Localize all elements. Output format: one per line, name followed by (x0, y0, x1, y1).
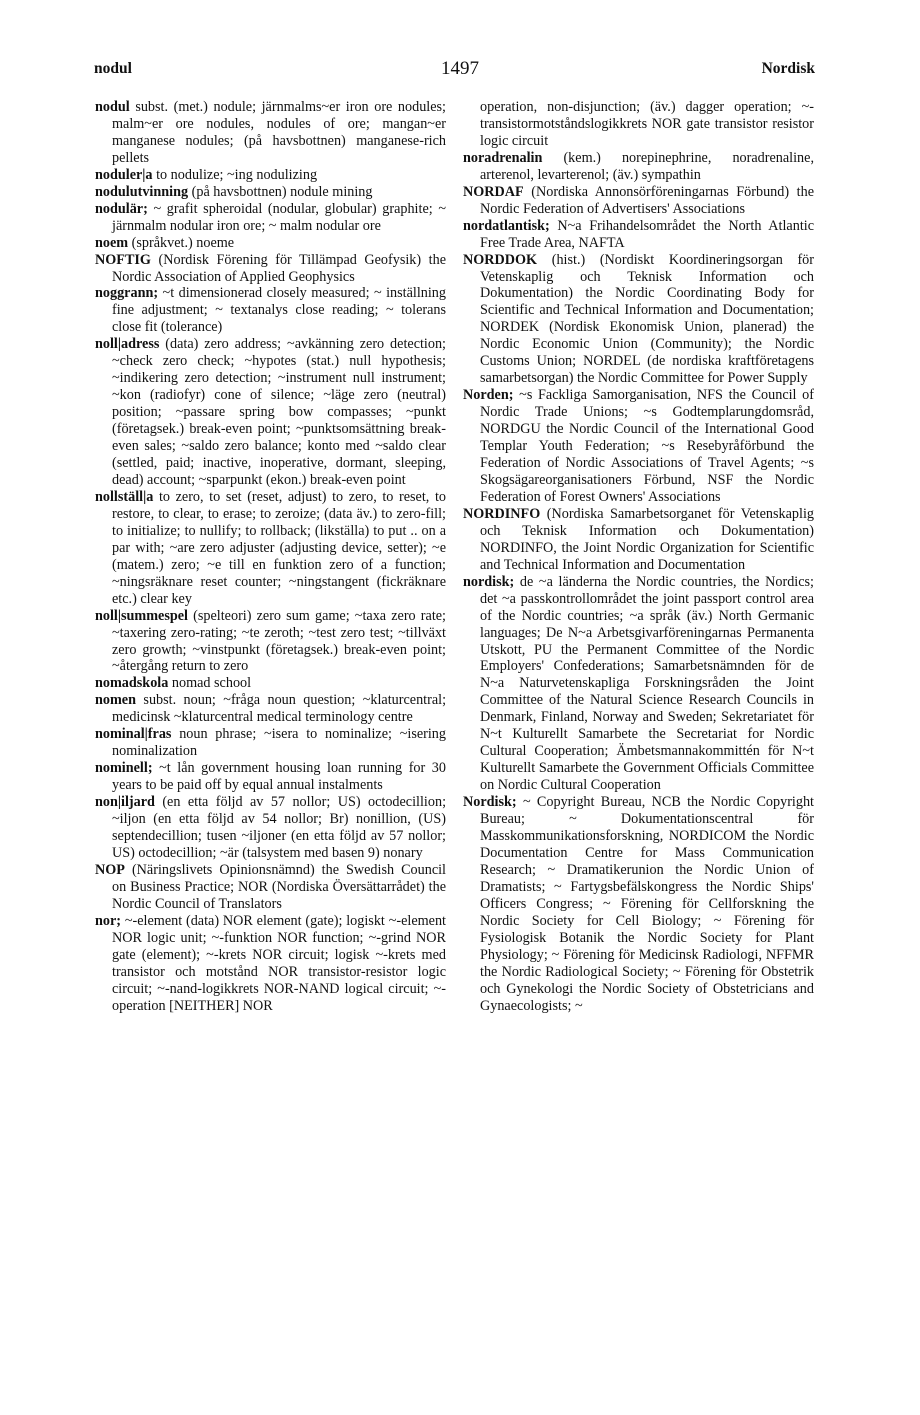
entry-definition: (hist.) (Nordiskt Koordineringsorgan för Vetenskaplig och Teknisk Information och Dokumentation) the Nordic Coordinating Body for Scientific and Technical Information and Documentation; NORDEK (Nordisk Ekonomisk Union, planerad) the Nordic Economic Union (Community); the Nordic Customs Union; NORDEL (de nordiska kraftföretagens samarbetsorgan) the Nordic Committee for Power Supply (480, 251, 814, 387)
dictionary-entry (95, 726, 446, 760)
entry-definition: ~t dimensionerad closely measured; ~ inställning fine adjustment; ~ textanalys close reading; ~ tolerans close fit (tolerance) (112, 285, 446, 336)
dictionary-entry (95, 201, 446, 235)
dictionary-entry (463, 184, 814, 218)
dictionary-entry (463, 387, 814, 506)
page-number: 1497 (441, 58, 479, 79)
entry-headword: NORDINFO (463, 505, 541, 522)
entry-headword: nordatlantisk; (463, 217, 550, 234)
entry-definition: (Nordisk Förening för Tillämpad Geofysik) the Nordic Association of Applied Geophysics (112, 251, 446, 285)
dictionary-entry (95, 285, 446, 336)
entry-definition: ~-element (data) NOR element (gate); logiskt ~-element NOR logic unit; ~-funktion NOR function; ~-grind NOR gate (element); ~-krets NOR circuit; logisk ~-krets med transistor och motstånd NOR transistor-resistor logic circuit; ~-nand-logikkrets NOR-NAND logical circuit; ~-operation [NEITHER] NOR (112, 912, 446, 1014)
entry-headword: noduler|a (95, 166, 153, 183)
dictionary-entry (463, 218, 814, 252)
entry-definition: (Nordiska Annonsörföreningarnas Förbund) the Nordic Federation of Advertisers' Associations (480, 183, 814, 217)
entry-definition: subst. (met.) nodule; järnmalms~er iron ore nodules; malm~er ore nodules, nodules of ore; mangan~er manganese nodules; (på havsbottnen) manganese-rich pellets (112, 99, 446, 166)
right-column (463, 99, 814, 1014)
entry-headword: nomen (95, 692, 136, 709)
entry-definition: operation, non-disjunction; (äv.) dagger operation; ~-transistormotståndslogikkrets NOR gate transistor resistor logic circuit (480, 99, 814, 149)
entry-definition: (Nordiska Samarbetsorganet för Vetenskaplig och Teknisk Information och Dokumentation) NORDINFO, the Joint Nordic Organization for Scientific and Technical Information and Documentation (480, 505, 814, 573)
entry-definition: nomad school (171, 675, 252, 692)
dictionary-entry (463, 150, 814, 184)
entry-definition: (spelteori) zero sum game; ~taxa zero rate; ~taxering zero-rating; ~te zeroth; ~test zero test; ~tillväxt zero growth; ~vinstpunkt (företagsek.) break-even point; ~återgång return to zero (112, 607, 447, 675)
entry-headword: NORDAF (463, 183, 524, 200)
entry-headword: noll|adress (95, 336, 160, 353)
entry-headword: nominal|fras (95, 726, 172, 743)
entry-headword: nomadskola (95, 675, 169, 692)
left-column (95, 99, 446, 1014)
entry-headword: nominell; (95, 760, 153, 777)
entry-headword: nor; (95, 912, 122, 929)
entry-definition: de ~a länderna the Nordic countries, the Nordics; det ~a passkontrollområdet the joint passport control area of the Nordic countries; ~a språk (äv.) North Germanic languages; De N~a Arbetsgivarföreningarnas Permanenta Utskott, PU the Permanent Committee of the Nordic Employers' Confederations; Samarbetsnämnden för de N~a Naturvetenskapliga Forskningsråden the Joint Committee of the Natural Science Research Councils in Denmark, Finland, Norway and Sweden; Sekretariatet för N~t Kulturellt Samarbete the Secretariat for Nordic Cultural Cooperation; Ämbetsmannakommittén för N~t Kulturellt Samarbete the Government Officials Committee on Nordic Cultural Cooperation (480, 573, 814, 794)
entry-headword: NOFTIG (95, 251, 151, 268)
dictionary-entry (463, 252, 814, 388)
entry-definition: (en etta följd av 57 nollor; US) octodecillion; ~iljon (en etta följd av 54 nollor; Br) nonillion, (US) septendecillion; tusen ~iljoner (en etta följd av 57 nollor; US) octodecillion; ~är (talsystem med basen 9) nonary (112, 794, 447, 861)
entry-definition: (Näringslivets Opinionsnämnd) the Swedish Council on Business Practice; NOR (Nordiska Översättarrådet) the Nordic Council of Translators (112, 861, 447, 912)
dictionary-entry (95, 862, 446, 913)
entry-headword: nollställ|a (95, 488, 154, 505)
dictionary-entry (95, 913, 446, 1015)
dictionary-entry (95, 489, 446, 608)
entry-headword: non|iljard (95, 794, 155, 811)
entry-headword: NOP (95, 861, 125, 878)
dictionary-entry (95, 794, 446, 862)
entry-definition: noun phrase; ~isera to nominalize; ~isering nominalization (112, 726, 446, 760)
entry-headword: nordisk; (463, 573, 515, 590)
dictionary-entry (463, 506, 814, 574)
dictionary-entry (95, 167, 446, 184)
entry-headword: noll|summespel (95, 607, 188, 624)
right-guide-word: Nordisk (761, 60, 815, 77)
entry-headword: Nordisk; (463, 794, 517, 811)
entry-definition: (kem.) norepinephrine, noradrenaline, arterenol, levarterenol; (äv.) sympathin (480, 149, 814, 183)
dictionary-entry (95, 692, 446, 726)
entry-headword: nodulär; (95, 200, 148, 217)
entry-definition: (språkvet.) noeme (131, 234, 235, 251)
entry-definition: ~ Copyright Bureau, NCB the Nordic Copyright Bureau; ~ Dokumentationscentral för Masskommunikationsforskning, NORDICOM the Nordic Documentation Centre for Mass Communication Research; ~ Dramatikerunion the Nordic Union of Dramatists; ~ Fartygsbefälskongress the Nordic Ships' Officers Congress; ~ Förening för Cellforskning the Nordic Society for Cell Biology; ~ Förening för Fysiologisk Botanik the Nordic Society for Plant Physiology; ~ Förening för Medicinsk Radiologi, NFFMR the Nordic Radiological Society; ~ Förening för Obstetrik och Gynekologi the Nordic Society of Obstetricians and Gynaecologists; ~ (480, 794, 814, 1014)
entry-headword: nodul (95, 99, 130, 115)
entry-definition: to nodulize; ~ing nodulizing (156, 166, 318, 183)
dictionary-entry (463, 794, 814, 1014)
dictionary-entry (95, 184, 446, 201)
dictionary-entry (95, 760, 446, 794)
entry-headword: noem (95, 234, 129, 251)
entry-definition: (på havsbottnen) nodule mining (191, 183, 373, 200)
left-guide-word: nodul (94, 60, 132, 77)
dictionary-entry (463, 99, 814, 150)
entry-definition: to zero, to set (reset, adjust) to zero, to reset, to restore, to clear, to erase; to zeroize; (data äv.) to zero-fill; to initialize; to nullify; to rollback; (likställa) to put .. on a par with; ~are zero adjuster (adjusting device, setter); ~e (matem.) zero; ~e till en funktion zero of a function; ~ningsräknare reset counter; ~ningstangent (fickräknare etc.) clear key (112, 488, 446, 607)
entry-headword: noradrenalin (463, 149, 543, 166)
entry-definition: ~s Fackliga Samorganisation, NFS the Council of Nordic Trade Unions; ~s Godtemplarungdomsråd, NORDGU the Nordic Council of the International Good Templar Youth Federation; ~s Resebyråförbund the Federation of Nordic Associations of Travel Agents; ~s Skogsägareorganisationers Förbund, NSF the Nordic Federation of Forest Owners' Associations (480, 387, 814, 505)
dictionary-entry (95, 336, 446, 489)
dictionary-entry (95, 608, 446, 676)
dictionary-entry (95, 235, 446, 252)
entry-definition: N~a Frihandelsområdet the North Atlantic Free Trade Area, NAFTA (480, 217, 814, 251)
entry-definition: ~t lån government housing loan running for 30 years to be paid off by equal annual instalments (112, 760, 446, 794)
dictionary-entry (463, 574, 814, 794)
dictionary-entry (95, 99, 446, 167)
entry-headword: NORDDOK (463, 251, 538, 268)
entry-definition: ~ grafit spheroidal (nodular, globular) graphite; ~ järnmalm nodular iron ore; ~ malm nodular ore (112, 200, 446, 234)
entry-headword: noggrann; (95, 285, 159, 302)
entry-headword: Norden; (463, 387, 514, 404)
dictionary-entry (95, 252, 446, 286)
entry-headword: nodulutvinning (95, 183, 189, 200)
entry-definition: (data) zero address; ~avkänning zero detection; ~check zero check; ~hypotes (stat.) null hypothesis; ~indikering zero detection; ~instrument null instrument; ~kon (radiofyr) cone of silence; ~läge zero (neutral) position; ~passare spring bow compasses; ~punkt (företagsek.) break-even point; ~punktsomsättning break-even sales; ~saldo zero balance; konto med ~saldo clear (settled, paid; inactive, inoperative, dormant, sleeping, dead) account; ~sparpunkt (ekon.) break-even point (112, 336, 446, 488)
entry-definition: subst. noun; ~fråga noun question; ~klaturcentral; medicinsk ~klaturcentral medical terminology centre (112, 692, 447, 726)
dictionary-entry (95, 675, 446, 692)
